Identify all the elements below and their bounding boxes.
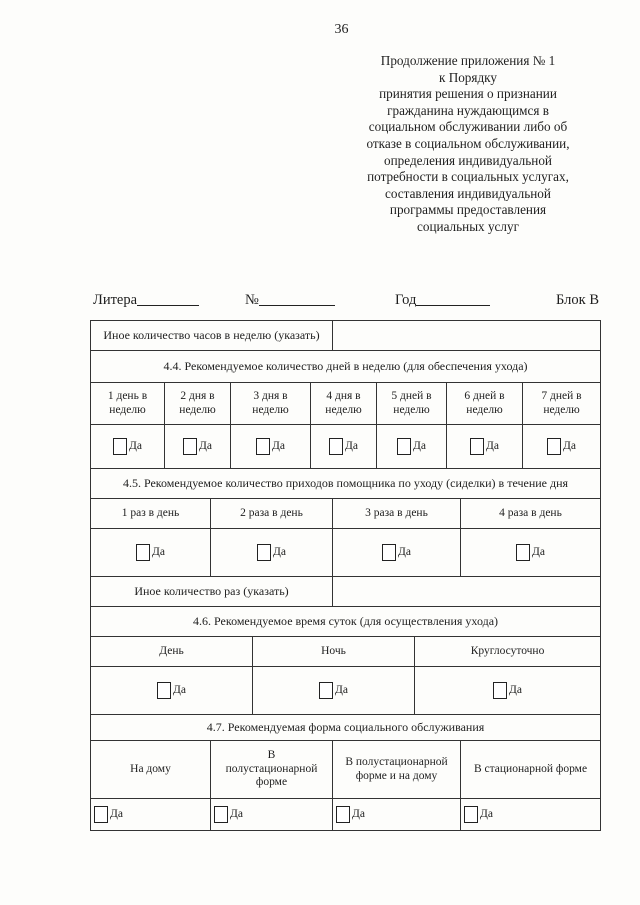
checkbox-box[interactable] bbox=[256, 438, 270, 455]
checkbox-box[interactable] bbox=[136, 544, 150, 561]
days-5-checkbox[interactable] bbox=[377, 425, 447, 469]
option-text: На дому bbox=[130, 762, 171, 775]
checkbox-box[interactable] bbox=[113, 438, 127, 455]
checkbox-box[interactable] bbox=[183, 438, 197, 455]
time-night-checkbox[interactable] bbox=[253, 667, 415, 715]
time-option-night: Ночь bbox=[253, 637, 415, 667]
checkbox-label: Да bbox=[273, 545, 286, 558]
checkbox-box[interactable] bbox=[336, 806, 350, 823]
appendix-line: гражданина нуждающимся в bbox=[387, 102, 549, 118]
other-visits-input[interactable] bbox=[333, 577, 601, 607]
option-text: неделю bbox=[466, 403, 503, 416]
visits-3-checkbox[interactable] bbox=[333, 529, 461, 577]
section-4-4-title: 4.4. Рекомендуемое количество дней в неделю (для обеспечения ухода) bbox=[91, 351, 601, 383]
option-text: неделю bbox=[325, 403, 362, 416]
checkbox-box[interactable] bbox=[94, 806, 108, 823]
time-option-round-the-clock: Круглосуточно bbox=[415, 637, 601, 667]
checkbox-label: Да bbox=[480, 807, 493, 820]
visits-2-checkbox[interactable] bbox=[211, 529, 333, 577]
form-semi-checkbox[interactable] bbox=[211, 799, 333, 831]
checkbox-label: Да bbox=[152, 545, 165, 558]
checkbox-label: Да bbox=[352, 807, 365, 820]
appendix-line: потребности в социальных услугах, bbox=[367, 169, 569, 185]
days-7-checkbox[interactable] bbox=[523, 425, 601, 469]
checkbox-box[interactable] bbox=[516, 544, 530, 561]
form-option-stationary bbox=[461, 741, 601, 799]
days-2-checkbox[interactable] bbox=[165, 425, 231, 469]
checkbox-label: Да bbox=[230, 807, 243, 820]
option-text: полустационарной bbox=[225, 762, 318, 775]
form-option-home bbox=[91, 741, 211, 799]
checkbox-label: Да bbox=[532, 545, 545, 558]
checkbox-label: Да bbox=[335, 683, 348, 696]
appendix-line: к Порядку bbox=[438, 69, 497, 85]
other-hours-label: Иное количество часов в неделю (указать) bbox=[91, 321, 333, 351]
appendix-line: составления индивидуальной bbox=[385, 185, 551, 201]
option-text: 2 дня в bbox=[180, 390, 215, 402]
days-1-checkbox[interactable] bbox=[91, 425, 165, 469]
appendix-line: социальном обслуживании либо об bbox=[368, 119, 568, 135]
year-field[interactable] bbox=[395, 292, 416, 309]
checkbox-label: Да bbox=[486, 439, 499, 452]
other-hours-table bbox=[90, 320, 601, 351]
time-day-checkbox[interactable] bbox=[91, 667, 253, 715]
appendix-line: принятия решения о признании bbox=[379, 86, 557, 102]
option-text: неделю bbox=[393, 403, 430, 416]
days-option-2 bbox=[165, 383, 231, 425]
form-home-checkbox[interactable] bbox=[91, 799, 211, 831]
option-text: 5 дней в bbox=[391, 390, 432, 402]
number-field[interactable] bbox=[245, 292, 259, 309]
checkbox-box[interactable] bbox=[470, 438, 484, 455]
appendix-line: определения индивидуальной bbox=[384, 152, 552, 168]
days-option-5 bbox=[377, 383, 447, 425]
time-option-day: День bbox=[91, 637, 253, 667]
form-option-semi-stationary bbox=[211, 741, 333, 799]
checkbox-label: Да bbox=[129, 439, 142, 452]
block-label: Блок В bbox=[556, 292, 599, 308]
visits-option-1: 1 раз в день bbox=[91, 499, 211, 529]
section-4-7-table bbox=[90, 714, 601, 831]
checkbox-box[interactable] bbox=[382, 544, 396, 561]
checkbox-label: Да bbox=[173, 683, 186, 696]
checkbox-box[interactable] bbox=[464, 806, 478, 823]
section-4-4-table bbox=[90, 350, 601, 469]
option-text: В стационарной форме bbox=[473, 762, 588, 775]
checkbox-box[interactable] bbox=[214, 806, 228, 823]
checkbox-box[interactable] bbox=[157, 682, 171, 699]
section-4-7-title: 4.7. Рекомендуемая форма социального обслуживания bbox=[91, 715, 601, 741]
days-option-7 bbox=[523, 383, 601, 425]
appendix-line: Продолжение приложения № 1 bbox=[380, 53, 556, 68]
option-text: неделю bbox=[252, 403, 289, 416]
other-hours-input[interactable] bbox=[333, 321, 601, 351]
other-visits-table bbox=[90, 576, 601, 607]
option-text: 3 дня в bbox=[253, 390, 288, 402]
appendix-header bbox=[348, 53, 588, 236]
section-4-6-table bbox=[90, 606, 601, 715]
checkbox-box[interactable] bbox=[397, 438, 411, 455]
litera-field[interactable] bbox=[93, 292, 137, 309]
option-text: В bbox=[267, 749, 276, 762]
option-text: форме bbox=[255, 776, 288, 789]
litera-label: Литера bbox=[93, 292, 138, 308]
days-option-6 bbox=[447, 383, 523, 425]
checkbox-label: Да bbox=[345, 439, 358, 452]
option-text: 6 дней в bbox=[464, 390, 505, 402]
form-meta-row bbox=[93, 292, 599, 314]
section-4-5-table bbox=[90, 468, 601, 577]
checkbox-box[interactable] bbox=[257, 544, 271, 561]
days-4-checkbox[interactable] bbox=[311, 425, 377, 469]
form-semi-home-checkbox[interactable] bbox=[333, 799, 461, 831]
appendix-line: отказе в социальном обслуживании, bbox=[366, 135, 570, 151]
visits-option-4: 4 раза в день bbox=[461, 499, 601, 529]
days-3-checkbox[interactable] bbox=[231, 425, 311, 469]
checkbox-label: Да bbox=[199, 439, 212, 452]
form-option-semi-and-home bbox=[333, 741, 461, 799]
days-option-4 bbox=[311, 383, 377, 425]
visits-1-checkbox[interactable] bbox=[91, 529, 211, 577]
option-text: 1 день в bbox=[107, 390, 148, 402]
form-stationary-checkbox[interactable] bbox=[461, 799, 601, 831]
days-option-1 bbox=[91, 383, 165, 425]
checkbox-label: Да bbox=[563, 439, 576, 452]
days-6-checkbox[interactable] bbox=[447, 425, 523, 469]
checkbox-box[interactable] bbox=[493, 682, 507, 699]
checkbox-label: Да bbox=[509, 683, 522, 696]
other-visits-label: Иное количество раз (указать) bbox=[91, 577, 333, 607]
appendix-line: социальных услуг bbox=[417, 218, 519, 234]
section-4-6-title: 4.6. Рекомендуемое время суток (для осуществления ухода) bbox=[91, 607, 601, 637]
visits-option-3: 3 раза в день bbox=[333, 499, 461, 529]
option-text: 7 дней в bbox=[541, 390, 582, 402]
checkbox-label: Да bbox=[272, 439, 285, 452]
visits-option-2: 2 раза в день bbox=[211, 499, 333, 529]
appendix-line: программы предоставления bbox=[389, 202, 547, 218]
section-4-5-title: 4.5. Рекомендуемое количество приходов помощника по уходу (сиделки) в течение дня bbox=[91, 469, 601, 499]
checkbox-box[interactable] bbox=[329, 438, 343, 455]
option-text: 4 дня в bbox=[326, 390, 361, 402]
checkbox-box[interactable] bbox=[319, 682, 333, 699]
checkbox-label: Да bbox=[413, 439, 426, 452]
option-text: В полустационарной bbox=[345, 756, 448, 768]
year-label: Год bbox=[395, 292, 417, 308]
option-text: неделю bbox=[109, 403, 146, 416]
option-text: неделю bbox=[543, 403, 580, 416]
checkbox-label: Да bbox=[398, 545, 411, 558]
days-option-3 bbox=[231, 383, 311, 425]
option-text: неделю bbox=[179, 403, 216, 416]
checkbox-box[interactable] bbox=[547, 438, 561, 455]
checkbox-label: Да bbox=[110, 807, 123, 820]
number-label: № bbox=[245, 292, 259, 308]
visits-4-checkbox[interactable] bbox=[461, 529, 601, 577]
option-text: форме и на дому bbox=[355, 769, 438, 782]
time-round-checkbox[interactable] bbox=[415, 667, 601, 715]
page-number: 36 bbox=[334, 22, 349, 37]
